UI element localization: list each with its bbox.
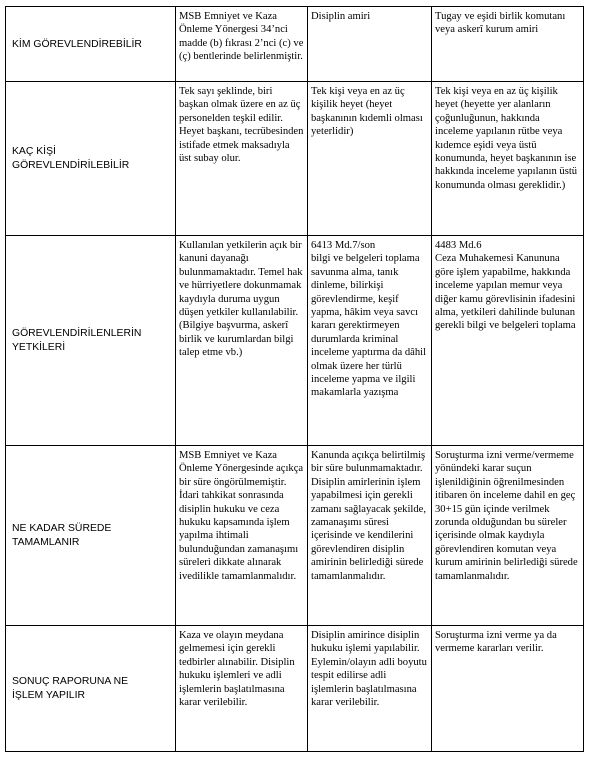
table-cell: 4483 Md.6 Ceza Muhakemesi Kanununa göre işlem yapabilme, hakkında inceleme yapılan memur veya diğer kamu görevlisinin ifadesini alma, yetkileri dahilinde bulunan gerekli bilgi ve belgeleri toplama — [432, 236, 584, 446]
table-row — [6, 236, 584, 446]
row-heading: KAÇ KİŞİ GÖREVLENDİRİLEBİLİR — [6, 82, 176, 236]
table-row — [6, 626, 584, 752]
table-cell: Tek kişi veya en az üç kişilik heyet (heyette yer alanların çoğunluğunun, hakkında inceleme yapılanın rütbe veya kıdemce eşidi veya üstü konumunda, heyet başkanının ise hakkında inceleme yapılanın üstü konumunda olması gereklidir.) — [432, 82, 584, 236]
row-heading: NE KADAR SÜREDE TAMAMLANIR — [6, 446, 176, 626]
table-cell: Kullanılan yetkilerin açık bir kanuni dayanağı bulunmamaktadır. Temel hak ve hürriyetlere dokunmamak kaydıyla duruma uygun düşen yetkiler kullanılabilir. (Bilgiye başvurma, askerî birlik ve kurumlardan bilgi talep etme vb.) — [176, 236, 308, 446]
table-cell: Disiplin amirince disiplin hukuku işlemi yapılabilir. Eylemin/olayın adli boyutu tespit edilirse adli işlemlerin başlatılmasına karar verilebilir. — [308, 626, 432, 752]
table-cell: Soruşturma izni verme ya da vermeme kararları verilir. — [432, 626, 584, 752]
comparison-table — [5, 6, 584, 752]
row-heading: KİM GÖREVLENDİREBİLİR — [6, 7, 176, 82]
table-cell: Tek sayı şeklinde, biri başkan olmak üzere en az üç personelden teşkil edilir. Heyet başkanı, tecrübesinden istifade etmek maksadıyla üst subay olur. — [176, 82, 308, 236]
table-row — [6, 82, 584, 236]
table-cell: Soruşturma izni verme/vermeme yönündeki karar suçun işlenildiğinin öğrenilmesinden itibaren ön inceleme dahil en geç 30+15 gün içinde verilmek zorunda olduğundan bu süreler içerisinde olmak kaydıyla görevlendiren komutan veya kurum amirinin belirlediği sürede tamamlanmalıdır. — [432, 446, 584, 626]
table-row — [6, 7, 584, 82]
table-cell: MSB Emniyet ve Kaza Önleme Yönergesi 34’nci madde (b) fıkrası 2’nci (c) ve (ç) bentlerinde belirlenmiştir. — [176, 7, 308, 82]
table-cell: Tek kişi veya en az üç kişilik heyet (heyet başkanının kıdemli olması yeterlidir) — [308, 82, 432, 236]
table-cell: MSB Emniyet ve Kaza Önleme Yönergesinde açıkça bir süre öngörülmemiştir. İdari tahkikat sonrasında disiplin hukuku ve ceza hukuku kapsamında işlem yapılma ihtimali bulunduğundan zamanaşımı süreleri dikkate alınarak ivedilikle tamamlanmalıdır. — [176, 446, 308, 626]
row-heading: GÖREVLENDİRİLENLERİN YETKİLERİ — [6, 236, 176, 446]
table-cell: Tugay ve eşidi birlik komutanı veya askerî kurum amiri — [432, 7, 584, 82]
table-cell: Kaza ve olayın meydana gelmemesi için gerekli tedbirler alınabilir. Disiplin hukuku işlemleri ve adli işlemlerin başlatılmasına karar verilebilir. — [176, 626, 308, 752]
table-cell: 6413 Md.7/son bilgi ve belgeleri toplama savunma alma, tanık dinleme, bilirkişi görevlendirme, keşif yapma, hâkim veya savcı kararı gerektirmeyen durumlarda kriminal inceleme yaptırma da dâhil olmak üzere her türlü inceleme yapma ve ilgili makamlarla yazışma — [308, 236, 432, 446]
table-cell: Disiplin amiri — [308, 7, 432, 82]
table-row — [6, 446, 584, 626]
table-cell: Kanunda açıkça belirtilmiş bir süre bulunmamaktadır. Disiplin amirlerinin işlem yapabilmesi için gerekli zamanı sağlayacak şekilde, zamanaşımı süresi içerisinde ve kendilerini görevlendiren disiplin amirinin belirlediği sürede tamamlanmalıdır. — [308, 446, 432, 626]
row-heading: SONUÇ RAPORUNA NE İŞLEM YAPILIR — [6, 626, 176, 752]
